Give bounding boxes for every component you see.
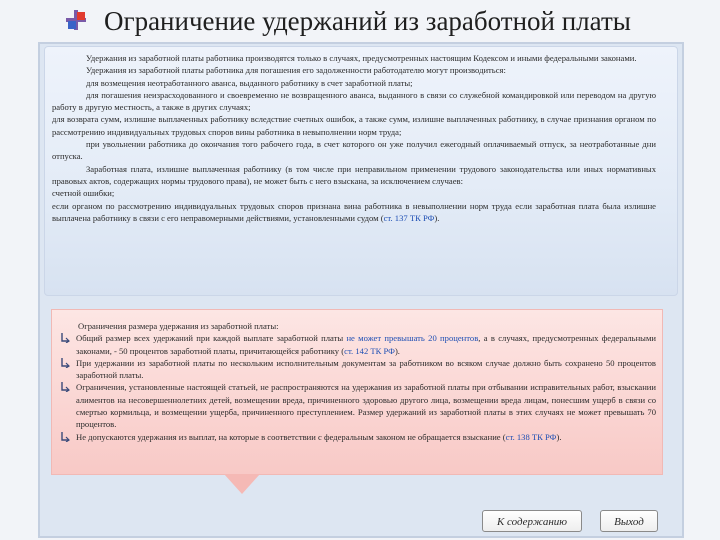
paragraph: счетной ошибки; bbox=[52, 188, 115, 199]
paragraph: Удержания из заработной платы работника для погашения его задолженности работодателю могут производиться: bbox=[86, 65, 506, 76]
main-text bbox=[52, 52, 656, 224]
article-137-link[interactable]: ст. 137 ТК РФ bbox=[383, 212, 435, 223]
paragraph-end: ). bbox=[434, 212, 440, 223]
article-142-link[interactable]: ст. 142 ТК РФ bbox=[344, 345, 395, 356]
limits-text bbox=[60, 320, 656, 443]
limits-heading: Ограничения размера удержания из заработной платы: bbox=[78, 321, 279, 331]
paragraph: для возмещения неотработанного аванса, выданного работнику в счет заработной платы; bbox=[86, 77, 413, 88]
paragraph: Удержания из заработной платы работника производятся только в случаях, предусмотренных настоящим Кодексом и иными федеральными законами. bbox=[86, 53, 637, 63]
bullet-arrow-icon bbox=[60, 432, 70, 442]
list-item bbox=[60, 332, 656, 357]
paragraph-text: если органом по рассмотрению индивидуальных трудовых споров признана вина работника в невыполнении норм труда если заработная плата была излишне выплачена работнику в связи с его неправомерными действиями, установленными судом ( bbox=[52, 200, 656, 223]
list-item bbox=[60, 357, 656, 382]
callout-arrow bbox=[224, 474, 260, 494]
item-text: , а в случаях, предусмотренных федеральными законами, - 50 процентов заработной платы, причитающейся работнику ( bbox=[76, 333, 656, 356]
article-138-link[interactable]: ст. 138 ТК РФ bbox=[505, 431, 557, 442]
bullet-arrow-icon bbox=[60, 382, 70, 392]
exit-button[interactable]: Выход bbox=[600, 510, 658, 532]
item-text: ). bbox=[394, 345, 400, 356]
bullet-arrow-icon bbox=[60, 333, 70, 343]
list-item bbox=[60, 381, 656, 430]
limits-list bbox=[60, 332, 656, 443]
paragraph bbox=[52, 200, 656, 225]
highlight-text: не может превышать 20 процентов bbox=[346, 333, 479, 344]
bullet-square-icon bbox=[66, 10, 86, 30]
paragraph: для погашения неизрасходованного и своевременно не возвращенного аванса, выданного в связи со служебной командировкой или переводом на другую работу в другую местность, а также в других случаях; bbox=[52, 89, 656, 113]
contents-button[interactable]: К содержанию bbox=[482, 510, 582, 532]
paragraph: при увольнении работника до окончания того рабочего года, в счет которого он уже получил ежегодный оплачиваемый отпуск, за неотработанные дни отпуска. bbox=[52, 139, 656, 162]
bullet-arrow-icon bbox=[60, 358, 70, 368]
paragraph: для возврата сумм, излишне выплаченных работнику вследствие счетных ошибок, а также сумм, излишне выплаченных работнику, в случае признания органом по рассмотрению индивидуальных трудовых споров вины работника в невыполнении норм труда; bbox=[52, 114, 656, 137]
item-text: Не допускаются удержания из выплат, на которые в соответствии с федеральным законом не обращается взыскание ( bbox=[76, 431, 506, 442]
item-text: ). bbox=[556, 431, 562, 442]
item-text: Ограничения, установленные настоящей статьей, не распространяются на удержания из заработной платы при отбывании исправительных работ, взыскании алиментов на несовершеннолетних детей, возмещении вреда, причиненного здоровью другого лица, возмещении вреда лицам, понесшим ущерб в связи со смертью кормильца, и возмещении ущерба, причиненного преступлением. Размер удержаний из заработной платы в этих случаях не может превышать 70 процентов. bbox=[76, 382, 656, 430]
list-item bbox=[60, 431, 656, 443]
paragraph: Заработная плата, излишне выплаченная работнику (в том числе при неправильном применении трудового законодательства или иных нормативных правовых актов, содержащих нормы трудового права), не может быть с него взыскана, за исключением случаев: bbox=[52, 163, 656, 186]
item-text: Общий размер всех удержаний при каждой выплате заработной платы bbox=[76, 333, 347, 344]
item-text: При удержании из заработной платы по нескольким исполнительным документам за работником во всяком случае должно быть сохранено 50 процентов заработной платы. bbox=[76, 357, 656, 381]
page-title: Ограничение удержаний из заработной платы bbox=[104, 6, 631, 36]
